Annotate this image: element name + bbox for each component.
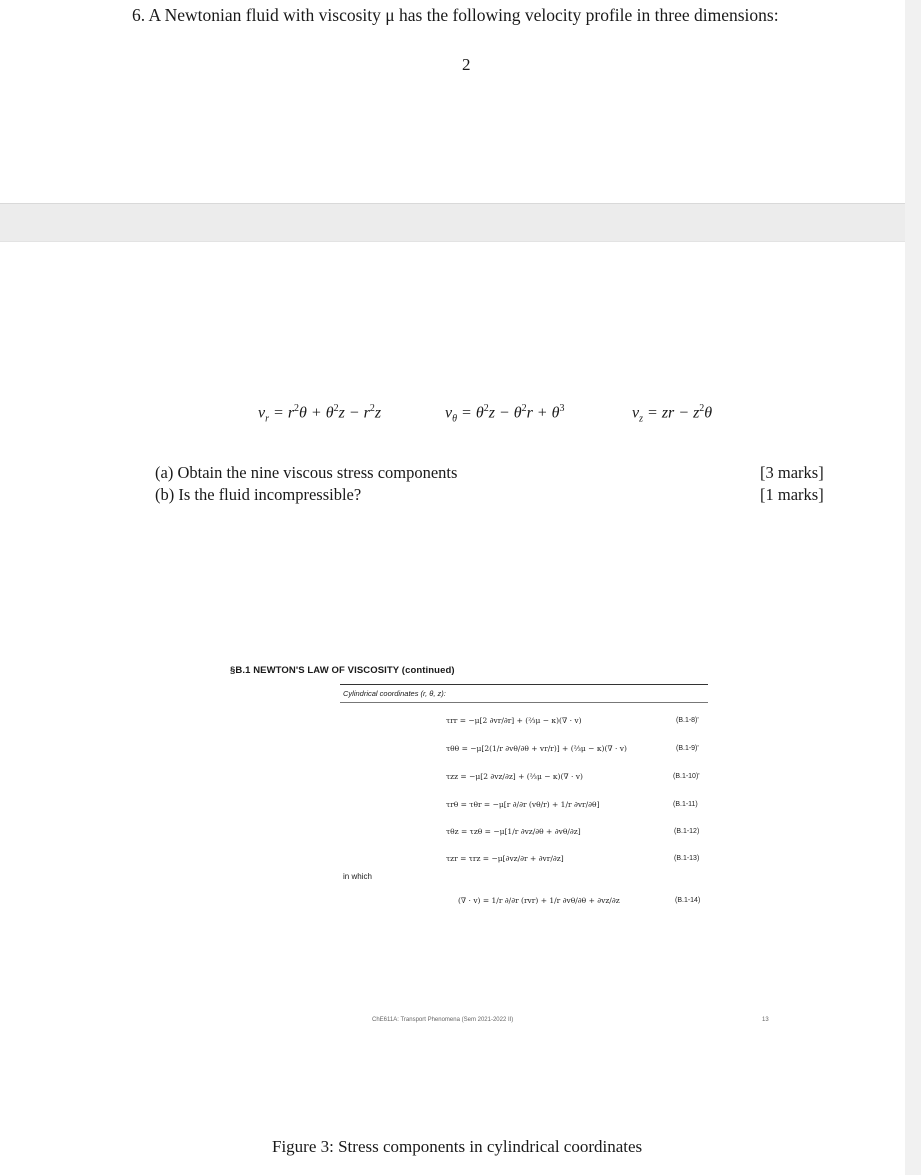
formula-tau-thetaz: τθz = τzθ = −μ[1/r ∂vz/∂θ + ∂vθ/∂z]	[446, 827, 581, 836]
equation-vtheta: $v_\theta = \theta^2z - \theta^2r + \theta^3$	[445, 403, 565, 425]
tag-b1-10: (B.1-10)'	[673, 773, 700, 780]
formula-tau-zr: τzr = τrz = −μ[∂vz/∂r + ∂vr/∂z]	[446, 854, 564, 863]
scrollbar[interactable]	[905, 0, 921, 1175]
figure-sub-rule	[340, 702, 708, 703]
figure-section-title: §B.1 NEWTON'S LAW OF VISCOSITY (continued)	[230, 665, 455, 676]
part-b-text: (b) Is the fluid incompressible?	[155, 485, 362, 504]
figure-footer: ChE611A: Transport Phenomena (Sem 2021-2022 II)	[372, 1017, 514, 1023]
tag-b1-8: (B.1-8)'	[676, 717, 699, 724]
formula-tau-rtheta: τrθ = τθr = −μ[r ∂/∂r (vθ/r) + 1/r ∂vr/∂θ]	[446, 800, 600, 809]
part-a-marks: [3 marks]	[760, 463, 824, 482]
tag-b1-13: (B.1-13)	[674, 855, 700, 862]
page-separator	[0, 203, 905, 242]
figure-top-rule	[340, 684, 708, 685]
formula-tau-thetatheta: τθθ = −μ[2(1/r ∂vθ/∂θ + vr/r)] + (⅔μ − κ)(∇ · v)	[446, 744, 627, 753]
figure-subtitle: Cylindrical coordinates (r, θ, z):	[343, 689, 446, 698]
figure-in-which: in which	[343, 872, 372, 881]
tag-b1-9: (B.1-9)'	[676, 745, 699, 752]
equation-vz: $v_z$ = zr − $z^2\theta$	[632, 403, 713, 425]
part-a-text: (a) Obtain the nine viscous stress components	[155, 463, 458, 482]
equation-vr: $v_r = r^2\theta + \theta^2z - r^2z$	[258, 403, 382, 425]
question-text: 6. A Newtonian fluid with viscosity μ has the following velocity profile in three dimensions:	[132, 5, 779, 25]
figure-caption: Figure 3: Stress components in cylindrical coordinates	[272, 1137, 643, 1156]
figure-footer-page: 13	[762, 1017, 769, 1023]
tag-b1-12: (B.1-12)	[674, 828, 700, 835]
tag-b1-11: (B.1-11)	[673, 801, 698, 808]
formula-tau-rr: τrr = −μ[2 ∂vr/∂r] + (⅔μ − κ)(∇ · v)	[446, 716, 582, 725]
page-number: 2	[462, 55, 471, 74]
formula-tau-zz: τzz = −μ[2 ∂vz/∂z] + (⅔μ − κ)(∇ · v)	[446, 772, 583, 781]
tag-b1-14: (B.1-14)	[675, 897, 701, 904]
formula-divergence: (∇ · v) = 1/r ∂/∂r (rvr) + 1/r ∂vθ/∂θ + ∂vz/∂z	[458, 896, 620, 905]
part-b-marks: [1 marks]	[760, 485, 824, 504]
